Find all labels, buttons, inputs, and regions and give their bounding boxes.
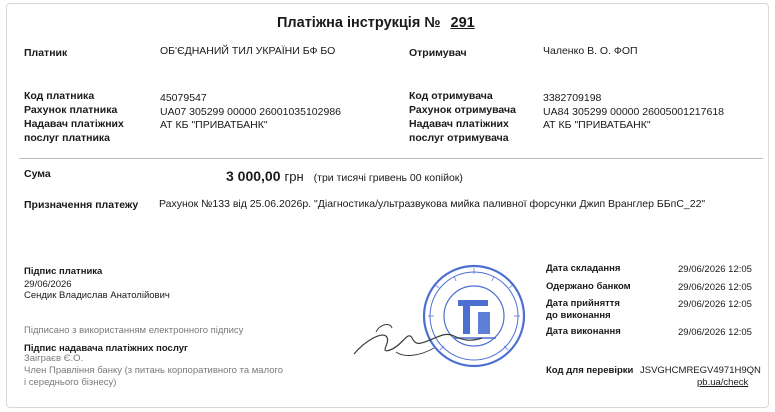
date-accepted-label-1: Дата прийняття (546, 298, 620, 309)
check-code: JSVGHCMREGV4971H9QN (640, 365, 761, 376)
recipient-label: Отримувач (409, 47, 467, 59)
payer-code: 45079547 (160, 92, 207, 104)
payer-bank-label-2: послуг платника (24, 132, 111, 144)
recipient-bank-label-2: послуг отримувача (409, 132, 509, 144)
provider-signature-position: Член Правління банку (з питань корпоративного та малого і середнього бізнесу) (24, 365, 284, 388)
sum-words: (три тисячі гривень 00 копійок) (313, 172, 463, 184)
bank-stamp-icon (350, 262, 550, 372)
document-title (277, 15, 475, 31)
payer-account: UA07 305299 00000 26001035102986 (160, 106, 342, 118)
payer-bank-label-1: Надавач платіжних (24, 118, 124, 130)
recipient-account-label: Рахунок отримувача (409, 104, 516, 116)
purpose-text: Рахунок №133 від 25.06.2026р. "Діагностика/ультразвукова мийка паливної форсунки Джип Вранглер ББпС_22" (159, 198, 706, 210)
recipient-account: UA84 305299 00000 26005001217618 (543, 106, 725, 118)
e-signature-note: Підписано з використанням електронного підпису (24, 325, 244, 336)
recipient-bank-label-1: Надавач платіжних (409, 118, 509, 130)
date-created-label: Дата складання (546, 263, 621, 274)
provider-signature-label: Підпис надавача платіжних послуг (24, 343, 188, 354)
check-code-label: Код для перевірки (546, 365, 634, 376)
section-divider (19, 158, 763, 159)
sum-label: Сума (24, 168, 51, 180)
title-text: Платіжна інструкція № (277, 15, 441, 31)
date-created-value: 29/06/2026 12:05 (678, 264, 752, 275)
sum-currency: грн (284, 169, 304, 184)
sum-row (226, 168, 463, 186)
payer-name: ОБ'ЄДНАНИЙ ТИЛ УКРАЇНИ БФ БО (160, 45, 336, 57)
sum-amount: 3 000,00 (226, 168, 281, 184)
recipient-code: 3382709198 (543, 92, 602, 104)
date-accepted-value: 29/06/2026 12:05 (678, 299, 752, 310)
purpose-label: Призначення платежу (24, 199, 139, 211)
date-received-value: 29/06/2026 12:05 (678, 282, 752, 293)
date-accepted-label-2: до виконання (546, 310, 611, 321)
payer-bank: АТ КБ "ПРИВАТБАНК" (160, 119, 268, 131)
payer-signature-date: 29/06/2026 (24, 279, 72, 290)
payer-code-label: Код платника (24, 90, 95, 102)
payer-signature-name: Сендик Владислав Анатолійович (24, 290, 170, 301)
payer-account-label: Рахунок платника (24, 104, 118, 116)
recipient-name: Чаленко В. О. ФОП (543, 45, 638, 57)
provider-signature-name: Заіграєв Є.О. (24, 353, 84, 364)
date-received-label: Одержано банком (546, 281, 631, 292)
document-number: 291 (450, 15, 475, 31)
check-url-link[interactable]: pb.ua/check (697, 377, 749, 388)
recipient-bank: АТ КБ "ПРИВАТБАНК" (543, 119, 651, 131)
date-executed-label: Дата виконання (546, 326, 621, 337)
recipient-code-label: Код отримувача (409, 90, 493, 102)
payer-signature-label: Підпис платника (24, 266, 103, 277)
payer-label: Платник (24, 47, 68, 59)
date-executed-value: 29/06/2026 12:05 (678, 327, 752, 338)
